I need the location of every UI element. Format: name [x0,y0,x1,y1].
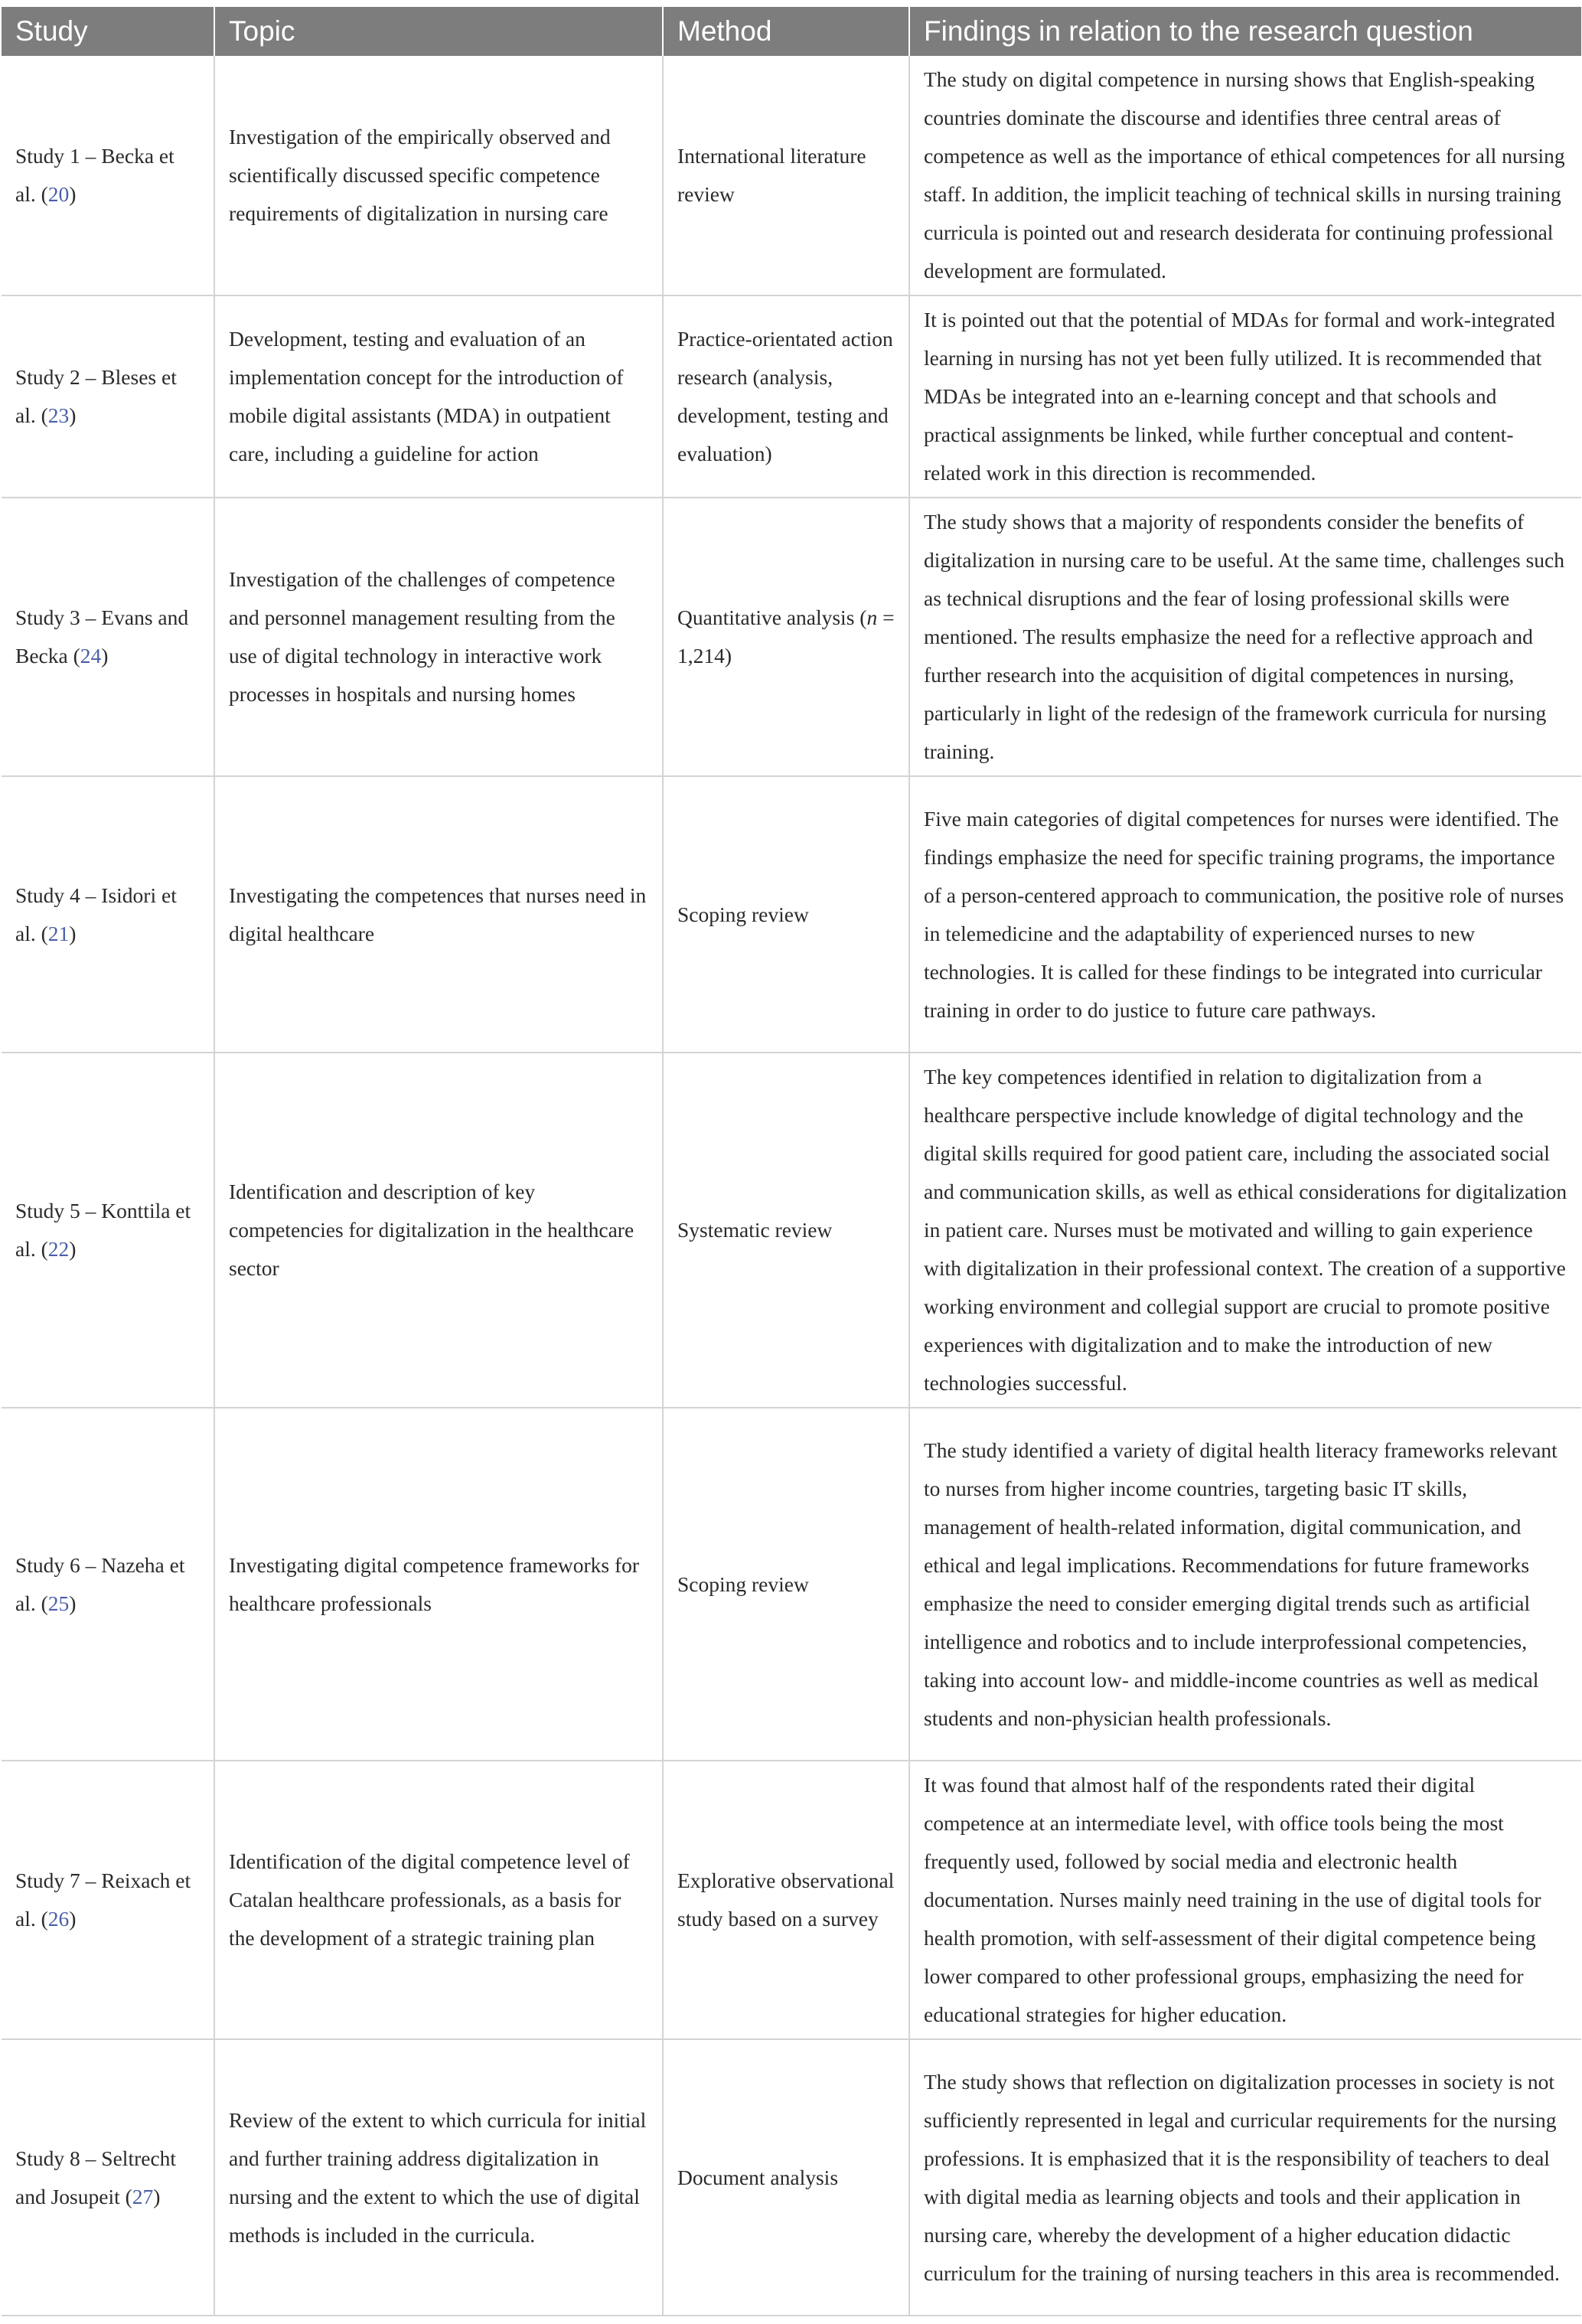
header-findings: Findings in relation to the research question [909,7,1581,56]
study-cell: Study 2 – Bleses et al. (23) [2,295,214,498]
table-row [2,1761,1581,2039]
findings-cell: The study identified a variety of digital health literacy frameworks relevant to nurses from higher income countries, targeting basic IT skills, management of health-related information, digital communication, and ethical and legal implications. Recommendations for future frameworks emphasize the need to consider emerging digital trends such as artificial intelligence and robotics and to include interprofessional competencies, taking into account low- and middle-income countries as well as medical students and non-physician health professionals. [909,1408,1581,1761]
citation-link[interactable]: 22 [47,1237,70,1261]
method-cell: Document analysis [663,2039,909,2316]
study-cell: Study 6 – Nazeha et al. (25) [2,1408,214,1761]
findings-cell: The study shows that reflection on digitalization processes in society is not sufficiently represented in legal and curricular requirements for the nursing professions. It is emphasized that it is the responsibility of teachers to deal with digital media as learning objects and tools and their application in nursing care, whereby the development of a higher education didactic curriculum for the training of nursing teachers in this area is recommended. [909,2039,1581,2316]
table-row [2,56,1581,295]
topic-cell: Investigation of the challenges of competence and personnel management resulting from the use of digital technology in interactive work processes in hospitals and nursing homes [214,498,663,776]
study-cell: Study 1 – Becka et al. (20) [2,56,214,295]
table-row [2,498,1581,776]
table-row [2,2039,1581,2316]
method-cell: Quantitative analysis (n = 1,214) [663,498,909,776]
topic-cell: Investigating digital competence frameworks for healthcare professionals [214,1408,663,1761]
header-method: Method [663,7,909,56]
study-cell: Study 3 – Evans and Becka (24) [2,498,214,776]
topic-cell: Investigation of the empirically observed and scientifically discussed specific competence requirements of digitalization in nursing care [214,56,663,295]
findings-cell: It is pointed out that the potential of MDAs for formal and work-integrated learning in nursing has not yet been fully utilized. It is recommended that MDAs be integrated into an e-learning concept and that schools and practical assignments be linked, while further conceptual and content-related work in this direction is recommended. [909,295,1581,498]
topic-cell: Investigating the competences that nurses need in digital healthcare [214,776,663,1053]
citation-link[interactable]: 21 [47,921,70,945]
header-study: Study [2,7,214,56]
header-topic: Topic [214,7,663,56]
table-row [2,1408,1581,1761]
topic-cell: Development, testing and evaluation of an implementation concept for the introduction of mobile digital assistants (MDA) in outpatient care, including a guideline for action [214,295,663,498]
topic-cell: Identification and description of key competencies for digitalization in the healthcare sector [214,1053,663,1408]
findings-cell: Five main categories of digital competences for nurses were identified. The findings emphasize the need for specific training programs, the importance of a person-centered approach to communication, the positive role of nurses in telemedicine and the adaptability of experienced nurses to new technologies. It is called for these findings to be integrated into curricular training in order to do justice to future care pathways. [909,776,1581,1053]
study-cell: Study 7 – Reixach et al. (26) [2,1761,214,2039]
findings-cell: The key competences identified in relation to digitalization from a healthcare perspective include knowledge of digital technology and the digital skills required for good patient care, including the associated social and communication skills, as well as ethical considerations for digitalization in patient care. Nurses must be motivated and willing to gain experience with digitalization in their professional context. The creation of a supportive working environment and collegial support are crucial to promote positive experiences with digitalization and to make the introduction of new technologies successful. [909,1053,1581,1408]
citation-link[interactable]: 26 [47,1907,70,1931]
studies-table-container [2,7,1581,2316]
studies-table [2,7,1581,2316]
topic-cell: Review of the extent to which curricula for initial and further training address digitalization in nursing and the extent to which the use of digital methods is included in the curricula. [214,2039,663,2316]
citation-link[interactable]: 20 [47,182,70,206]
study-cell: Study 4 – Isidori et al. (21) [2,776,214,1053]
findings-cell: The study on digital competence in nursing shows that English-speaking countries dominate the discourse and identifies three central areas of competence as well as the importance of ethical competences for all nursing staff. In addition, the implicit teaching of technical skills in nursing training curricula is pointed out and research desiderata for continuing professional development are formulated. [909,56,1581,295]
topic-cell: Identification of the digital competence level of Catalan healthcare professionals, as a basis for the development of a strategic training plan [214,1761,663,2039]
citation-link[interactable]: 23 [47,403,70,427]
findings-cell: It was found that almost half of the respondents rated their digital competence at an intermediate level, with office tools being the most frequently used, followed by social media and electronic health documentation. Nurses mainly need training in the use of digital tools for health promotion, with self-assessment of their digital competence being lower compared to other professional groups, emphasizing the need for educational strategies for higher education. [909,1761,1581,2039]
method-cell: Systematic review [663,1053,909,1408]
method-cell: Practice-orientated action research (analysis, development, testing and evaluation) [663,295,909,498]
study-cell: Study 5 – Konttila et al. (22) [2,1053,214,1408]
citation-link[interactable]: 27 [132,2184,154,2208]
method-cell: Explorative observational study based on a survey [663,1761,909,2039]
method-cell: Scoping review [663,1408,909,1761]
method-cell: International literature review [663,56,909,295]
study-cell: Study 8 – Seltrecht and Josupeit (27) [2,2039,214,2316]
method-cell: Scoping review [663,776,909,1053]
table-header-row [2,7,1581,56]
table-row [2,776,1581,1053]
citation-link[interactable]: 25 [47,1591,70,1615]
table-row [2,1053,1581,1408]
findings-cell: The study shows that a majority of respondents consider the benefits of digitalization in nursing care to be useful. At the same time, challenges such as technical disruptions and the fear of losing professional skills were mentioned. The results emphasize the need for a reflective approach and further research into the acquisition of digital competences in nursing, particularly in light of the redesign of the framework curricula for nursing training. [909,498,1581,776]
table-row [2,295,1581,498]
citation-link[interactable]: 24 [80,644,102,667]
